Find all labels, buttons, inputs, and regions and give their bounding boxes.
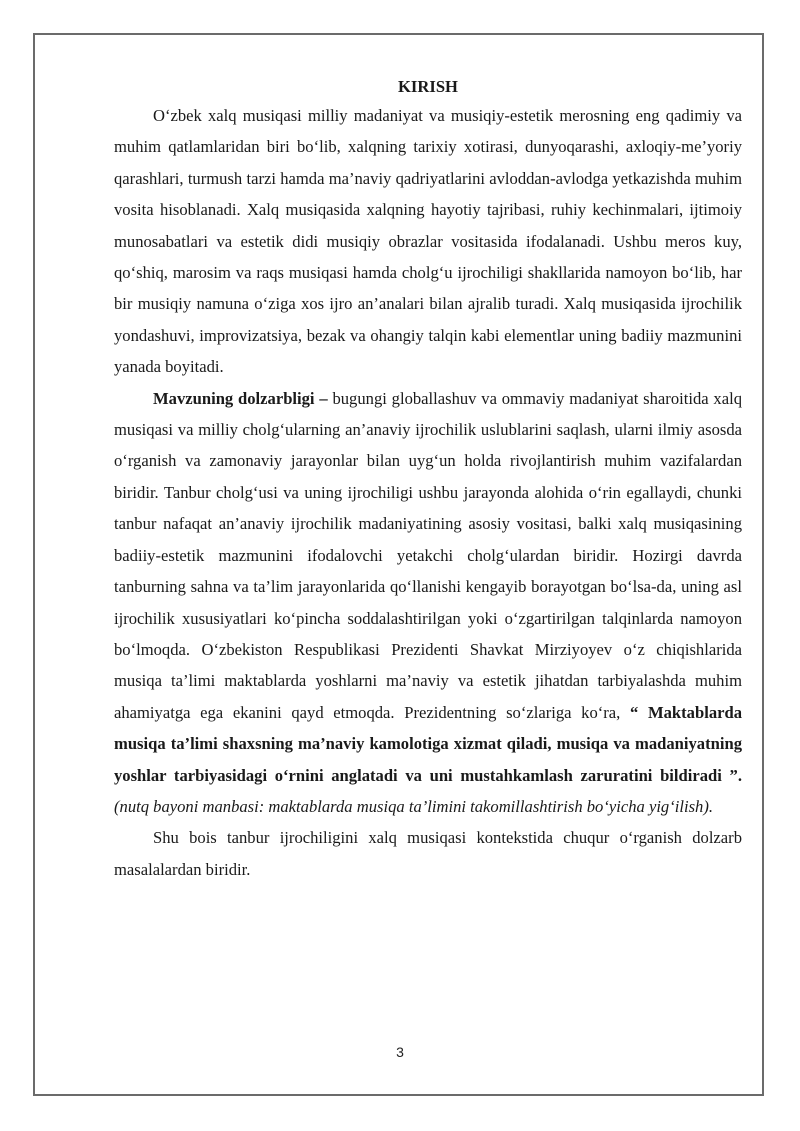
document-body xyxy=(114,76,742,885)
intro-paragraph: O‘zbek xalq musiqasi milliy madaniyat va musiqiy-estetik merosning eng qadimiy va muhim qatlamlaridan biri bo‘lib, xalqning tarixiy xotirasi, dunyoqarashi, axloqiy-me’yoriy qarashlari, turmush tarzi hamda ma’naviy qadriyatlarini avloddan-avlodga yetkazishda muhim vosita hisoblanadi. Xalq musiqasida xalqning hayotiy tajribasi, ruhiy kechinmalari, ijtimoiy munosabatlari va estetik didi musiqiy obrazlar vositasida ifodalanadi. Ushbu meros kuy, qo‘shiq, marosim va raqs musiqasi hamda cholg‘u ijrochiligi shakllarida namoyon bo‘lib, har bir musiqiy namuna o‘ziga xos ijro an’analari bilan ajralib turadi. Xalq musiqasida ijrochilik yondashuvi, improvizatsiya, bezak va ohangiy talqin kabi elementlar uning badiiy mazmunini yanada boyitadi. xyxy=(114,106,742,377)
president-quote: “ Maktablarda musiqa ta’limi shaxsning ma’naviy kamolotiga xizmat qiladi, musiqa va madaniyatning yoshlar tarbiyasidagi o‘rnini anglatadi va uni mustahkamlash zaruratini bildiradi ”. xyxy=(114,702,743,785)
section-title: KIRISH xyxy=(398,77,458,96)
conclusion-paragraph: Shu bois tanbur ijrochiligini xalq musiqasi kontekstida chuqur o‘rganish dolzarb masalalardan biridir. xyxy=(114,828,742,879)
relevance-text: bugungi globallashuv va ommaviy madaniyat sharoitida xalq musiqasi va milliy cholg‘ularning an’anaviy ijrochilik uslublarini saqlash, ularni ilmiy asosda o‘rganish va zamonaviy jarayonlar bilan uyg‘un holda rivojlantirish muhim vazifalardan biridir. Tanbur cholg‘usi va uning ijrochiligi ushbu jarayonda alohida o‘rin egallaydi, chunki tanbur nafaqat an’anaviy ijrochilik madaniyatining asosiy vositasi, balki xalq musiqasining badiiy-estetik mazmunini ifodalovchi yetakchi cholg‘ulardan biridir. Hozirgi davrda tanburning sahna va ta’lim jarayonlarida qo‘llanishi kengayib borayotgan bo‘lsa-da, uning asl ijrochilik xususiyatlari ko‘pincha soddalashtirilgan yoki o‘zgartirilgan talqinlarda namoyon bo‘lmoqda. O‘zbekiston Respublikasi Prezidenti Shavkat Mirziyoyev o‘z chiqishlarida musiqa ta’limi maktablarda yoshlarni ma’naviy va estetik jihatdan tarbiyalashda muhim ahamiyatga ega ekanini qayd etmoqda. Prezidentning so‘zlariga ko‘ra, xyxy=(114,388,742,722)
page-number: 3 xyxy=(396,1044,404,1060)
quote-source: (nutq bayoni manbasi: maktablarda musiqa ta’limini takomillashtirish bo‘yicha yig‘ilish). xyxy=(114,796,714,816)
relevance-lead: Mavzuning dolzarbligi – xyxy=(153,388,328,408)
relevance-paragraph xyxy=(114,383,742,823)
